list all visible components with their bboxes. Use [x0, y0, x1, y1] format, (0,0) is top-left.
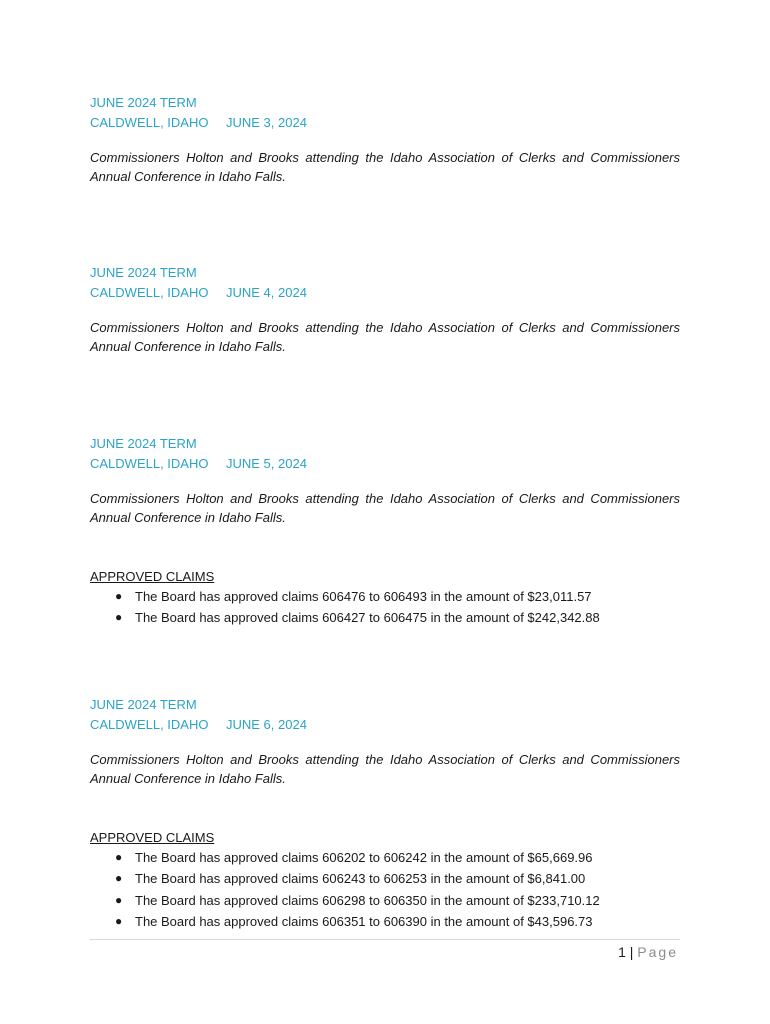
claim-text: The Board has approved claims 606298 to 606350 in the amount of $233,710.12 [135, 892, 600, 908]
entry-june-5 [90, 434, 680, 527]
approved-claims-title: APPROVED CLAIMS [90, 830, 215, 845]
entry-description: Commissioners Holton and Brooks attending the Idaho Association of Clerks and Commissioners Annual Conference in Idaho Falls. [90, 320, 680, 354]
date-label: JUNE 6, 2024 [226, 716, 307, 732]
page-number: 1 [618, 944, 626, 960]
list-item [90, 607, 680, 628]
term-label: JUNE 2024 TERM [90, 697, 197, 712]
bullet-dot-icon: ● [115, 913, 123, 928]
list-item [90, 868, 680, 889]
location-label: CALDWELL, IDAHO [90, 284, 209, 300]
location-label: CALDWELL, IDAHO [90, 114, 209, 130]
list-item [90, 890, 680, 911]
entry-header [90, 695, 680, 734]
entry-description: Commissioners Holton and Brooks attending the Idaho Association of Clerks and Commissioners Annual Conference in Idaho Falls. [90, 491, 680, 525]
entry-june-4 [90, 263, 680, 356]
location-label: CALDWELL, IDAHO [90, 716, 209, 732]
entry-header [90, 434, 680, 473]
entry-header [90, 263, 680, 302]
claims-list [90, 586, 680, 629]
page-label: Page [637, 944, 678, 960]
claim-text: The Board has approved claims 606351 to 606390 in the amount of $43,596.73 [135, 913, 593, 929]
date-label: JUNE 5, 2024 [226, 455, 307, 471]
entry-description: Commissioners Holton and Brooks attending the Idaho Association of Clerks and Commissioners Annual Conference in Idaho Falls. [90, 150, 680, 184]
date-label: JUNE 4, 2024 [226, 284, 307, 300]
claims-list [90, 847, 680, 932]
bullet-dot-icon: ● [115, 610, 123, 625]
bullet-dot-icon: ● [115, 589, 123, 603]
bullet-dot-icon: ● [115, 892, 123, 907]
page-footer [618, 942, 678, 962]
claim-text: The Board has approved claims 606202 to 606242 in the amount of $65,669.96 [135, 850, 593, 865]
list-item [90, 911, 680, 932]
location-label: CALDWELL, IDAHO [90, 455, 209, 471]
bullet-dot-icon: ● [115, 850, 123, 864]
claim-text: The Board has approved claims 606243 to 606253 in the amount of $6,841.00 [135, 871, 586, 887]
approved-claims-june-5 [90, 567, 680, 629]
footer-divider [90, 939, 680, 940]
date-label: JUNE 3, 2024 [226, 114, 307, 130]
entry-june-3 [90, 93, 680, 186]
list-item [90, 586, 680, 607]
claim-text: The Board has approved claims 606476 to 606493 in the amount of $23,011.57 [135, 589, 592, 604]
list-item [90, 847, 680, 868]
entry-description: Commissioners Holton and Brooks attending the Idaho Association of Clerks and Commissioners Annual Conference in Idaho Falls. [90, 752, 680, 786]
approved-claims-title: APPROVED CLAIMS [90, 569, 215, 584]
entry-header [90, 93, 680, 132]
term-label: JUNE 2024 TERM [90, 95, 197, 110]
entry-june-6 [90, 695, 680, 788]
term-label: JUNE 2024 TERM [90, 265, 197, 280]
claim-text: The Board has approved claims 606427 to 606475 in the amount of $242,342.88 [135, 610, 600, 626]
footer-separator: | [629, 944, 634, 960]
bullet-dot-icon: ● [115, 871, 123, 886]
approved-claims-june-6 [90, 828, 680, 932]
term-label: JUNE 2024 TERM [90, 436, 197, 451]
